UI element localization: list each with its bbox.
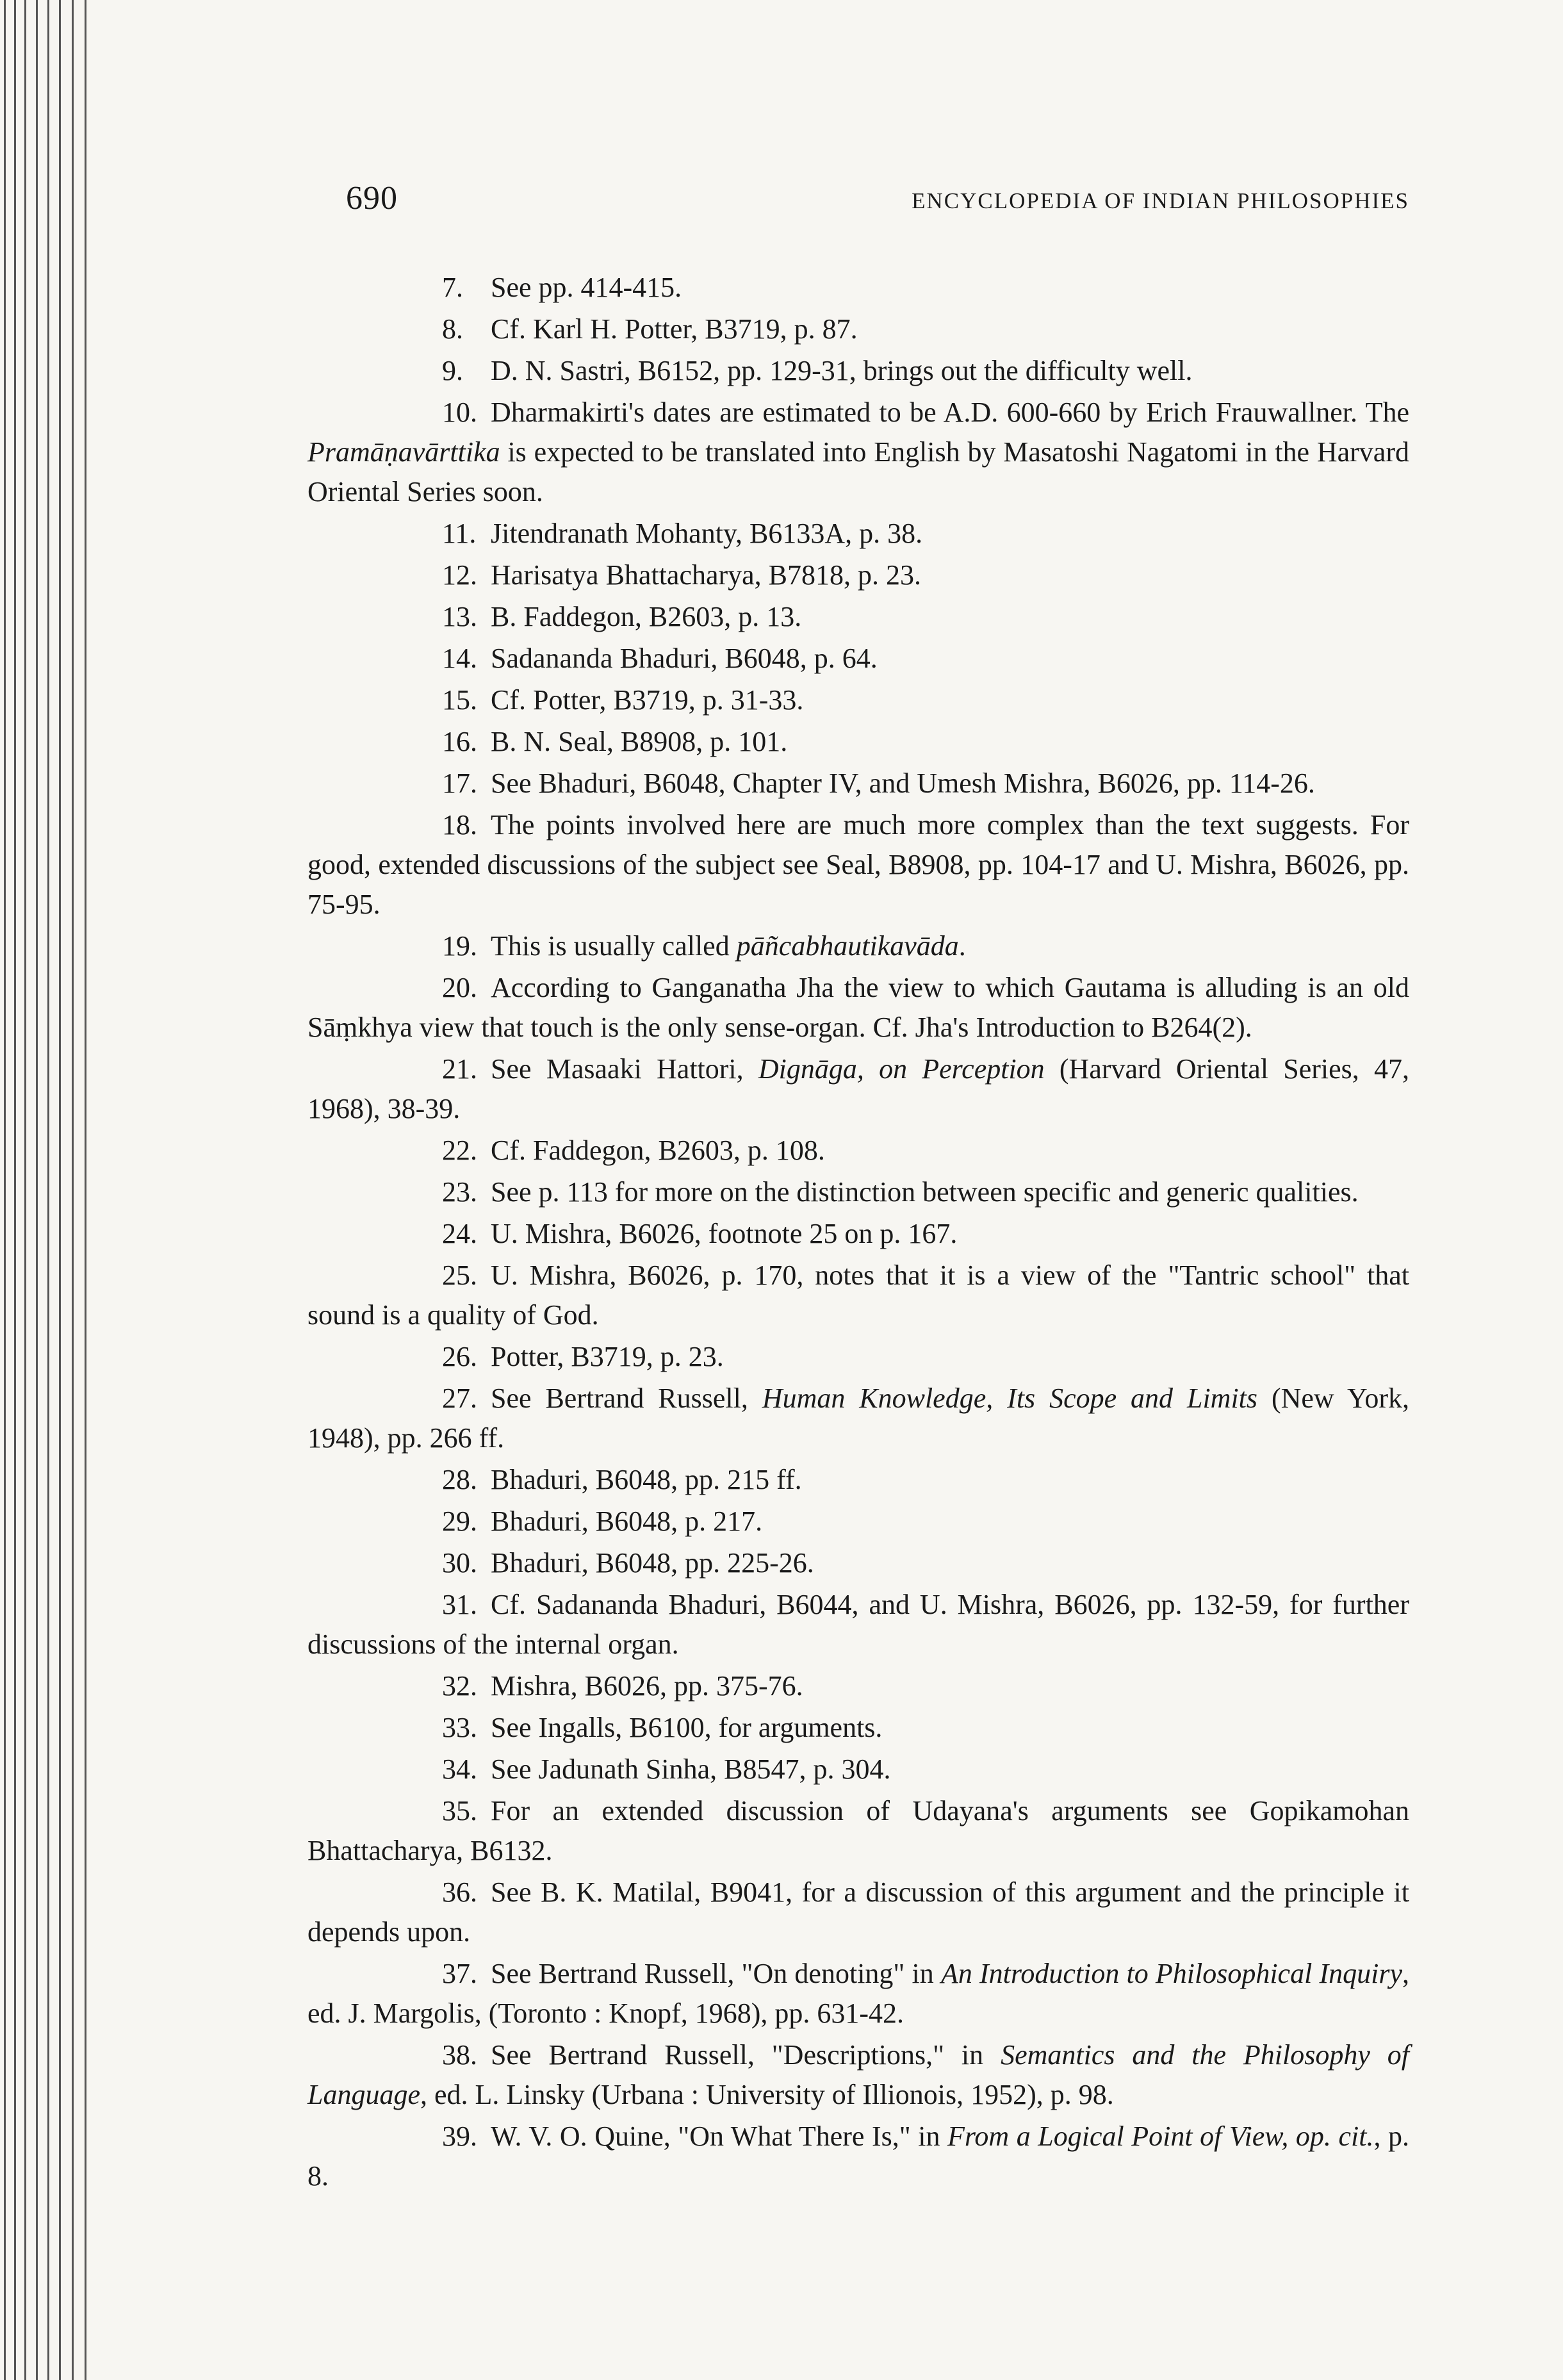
- note-text: Mishra, B6026, pp. 375-76.: [491, 1670, 803, 1702]
- note-number: 36.: [442, 1876, 477, 1908]
- note-31: [307, 1585, 1409, 1664]
- note-text: See Bhaduri, B6048, Chapter IV, and Umesh Mishra, B6026, pp. 114-26.: [491, 767, 1315, 799]
- note-italic-title: An Introduction to Philosophical Inquiry: [940, 1958, 1403, 1989]
- note-13: [307, 597, 1409, 637]
- note-14: [307, 639, 1409, 678]
- note-text: The points involved here are much more complex than the text suggests. For good, extended discussions of the subject see Seal, B8908, pp. 104-17 and U. Mishra, B6026, pp. 75-95.: [307, 809, 1409, 920]
- note-italic-title: pāñcabhautikavāda: [736, 930, 959, 962]
- note-34: [307, 1750, 1409, 1789]
- note-italic-title: Human Knowledge, Its Scope and Limits: [762, 1383, 1258, 1414]
- note-number: 14.: [442, 643, 477, 674]
- note-text-tail: is expected to be translated into English by Masatoshi Nagatomi in the Harvard Oriental Series soon.: [307, 436, 1409, 507]
- note-text: Bhaduri, B6048, p. 217.: [491, 1506, 763, 1537]
- note-10: [307, 393, 1409, 512]
- note-32: [307, 1666, 1409, 1706]
- note-number: 18.: [442, 809, 477, 841]
- note-number: 38.: [442, 2039, 477, 2071]
- note-number: 34.: [442, 1753, 477, 1785]
- note-text: Jitendranath Mohanty, B6133A, p. 38.: [491, 518, 923, 549]
- note-38: [307, 2035, 1409, 2115]
- note-18: [307, 805, 1409, 924]
- note-text: Harisatya Bhattacharya, B7818, p. 23.: [491, 559, 922, 591]
- note-text: B. N. Seal, B8908, p. 101.: [491, 726, 788, 757]
- book-binding-edge: [0, 0, 96, 2380]
- note-39: [307, 2117, 1409, 2196]
- note-text: According to Ganganatha Jha the view to which Gautama is alluding is an old Sāṃkhya view that touch is the only sense-organ. Cf. Jha's Introduction to B264(2).: [307, 972, 1409, 1043]
- note-text: Cf. Faddegon, B2603, p. 108.: [491, 1135, 825, 1166]
- note-number: 15.: [442, 684, 477, 716]
- note-number: 28.: [442, 1464, 477, 1495]
- note-text: See Bertrand Russell, "On denoting" in: [491, 1958, 941, 1989]
- note-text-tail: (New York, 1948), pp. 266 ff.: [307, 1383, 1409, 1454]
- note-text: D. N. Sastri, B6152, pp. 129-31, brings out the difficulty well.: [491, 355, 1193, 386]
- note-8: [307, 309, 1409, 349]
- note-number: 23.: [442, 1176, 477, 1208]
- note-7: [307, 268, 1409, 308]
- note-number: 27.: [442, 1383, 477, 1414]
- note-number: 33.: [442, 1712, 477, 1743]
- note-15: [307, 680, 1409, 720]
- note-27: [307, 1379, 1409, 1458]
- note-text: This is usually called: [491, 930, 737, 962]
- note-text-tail: , p. 8.: [307, 2121, 1410, 2192]
- note-text: Cf. Karl H. Potter, B3719, p. 87.: [491, 313, 858, 345]
- note-number: 25.: [442, 1260, 477, 1291]
- note-number: 11.: [442, 518, 477, 549]
- note-37: [307, 1954, 1409, 2033]
- note-text: Bhaduri, B6048, pp. 215 ff.: [491, 1464, 802, 1495]
- note-29: [307, 1502, 1409, 1541]
- note-text-tail: .: [958, 930, 966, 962]
- note-12: [307, 555, 1409, 595]
- note-30: [307, 1543, 1409, 1583]
- note-11: [307, 514, 1409, 554]
- note-19: [307, 926, 1409, 966]
- note-16: [307, 722, 1409, 762]
- note-number: 32.: [442, 1670, 477, 1702]
- note-number: 16.: [442, 726, 477, 757]
- note-number: 9.: [442, 355, 463, 386]
- note-number: 35.: [442, 1795, 477, 1826]
- note-text: U. Mishra, B6026, footnote 25 on p. 167.: [491, 1218, 958, 1249]
- note-number: 17.: [442, 767, 477, 799]
- note-italic-title: Semantics and the Philosophy of Language: [307, 2039, 1409, 2110]
- note-number: 29.: [442, 1506, 477, 1537]
- note-text: See Bertrand Russell,: [491, 1383, 762, 1414]
- note-number: 10.: [442, 397, 477, 428]
- note-text: Potter, B3719, p. 23.: [491, 1341, 724, 1372]
- note-number: 20.: [442, 972, 477, 1003]
- note-28: [307, 1460, 1409, 1500]
- note-text: Bhaduri, B6048, pp. 225-26.: [491, 1547, 814, 1579]
- note-number: 22.: [442, 1135, 477, 1166]
- note-20: [307, 968, 1409, 1047]
- note-italic-title: From a Logical Point of View, op. cit.: [947, 2121, 1374, 2152]
- note-italic-title: Dignāga, on Perception: [758, 1053, 1045, 1085]
- note-text: U. Mishra, B6026, p. 170, notes that it is a view of the "Tantric school" that sound is a quality of God.: [307, 1260, 1409, 1331]
- note-text: See Jadunath Sinha, B8547, p. 304.: [491, 1753, 891, 1785]
- note-text: See Ingalls, B6100, for arguments.: [491, 1712, 883, 1743]
- page-number: 690: [346, 180, 398, 217]
- note-text-tail: (Harvard Oriental Series, 47, 1968), 38-39.: [307, 1053, 1410, 1124]
- note-number: 8.: [442, 313, 463, 345]
- note-italic-title: Pramāṇavārttika: [307, 436, 500, 468]
- note-text: See Bertrand Russell, "Descriptions," in: [491, 2039, 1001, 2071]
- note-text: Cf. Potter, B3719, p. 31-33.: [491, 684, 804, 716]
- note-number: 24.: [442, 1218, 477, 1249]
- note-24: [307, 1214, 1409, 1254]
- note-number: 26.: [442, 1341, 477, 1372]
- note-17: [307, 764, 1409, 803]
- note-number: 21.: [442, 1053, 477, 1085]
- note-text: Dharmakirti's dates are estimated to be A.D. 600-660 by Erich Frauwallner. The: [491, 397, 1409, 428]
- note-33: [307, 1708, 1409, 1748]
- note-text: Sadananda Bhaduri, B6048, p. 64.: [491, 643, 878, 674]
- note-number: 39.: [442, 2121, 477, 2152]
- note-number: 31.: [442, 1589, 477, 1620]
- note-number: 19.: [442, 930, 477, 962]
- notes-list: [307, 268, 1409, 2196]
- note-26: [307, 1337, 1409, 1377]
- note-text: See Masaaki Hattori,: [491, 1053, 758, 1085]
- note-number: 12.: [442, 559, 477, 591]
- note-23: [307, 1172, 1409, 1212]
- running-title: ENCYCLOPEDIA OF INDIAN PHILOSOPHIES: [912, 188, 1409, 213]
- note-text: See B. K. Matilal, B9041, for a discussion of this argument and the principle it depends upon.: [307, 1876, 1409, 1948]
- page: [307, 179, 1409, 2196]
- note-text: For an extended discussion of Udayana's arguments see Gopikamohan Bhattacharya, B6132.: [307, 1795, 1409, 1866]
- note-35: [307, 1791, 1409, 1871]
- note-text: Cf. Sadananda Bhaduri, B6044, and U. Mishra, B6026, pp. 132-59, for further discussions of the internal organ.: [307, 1589, 1409, 1660]
- note-25: [307, 1256, 1409, 1335]
- running-head: [307, 179, 1409, 237]
- note-9: [307, 351, 1409, 391]
- note-text: See p. 113 for more on the distinction between specific and generic qualities.: [491, 1176, 1359, 1208]
- note-number: 13.: [442, 601, 477, 632]
- note-36: [307, 1873, 1409, 1952]
- note-text-tail: , ed. L. Linsky (Urbana : University of Illionois, 1952), p. 98.: [420, 2079, 1114, 2110]
- note-number: 37.: [442, 1958, 477, 1989]
- note-text: B. Faddegon, B2603, p. 13.: [491, 601, 802, 632]
- note-text: See pp. 414-415.: [491, 272, 682, 303]
- note-text-tail: , ed. J. Margolis, (Toronto : Knopf, 1968), pp. 631-42.: [307, 1958, 1410, 2029]
- note-text: W. V. O. Quine, "On What There Is," in: [491, 2121, 948, 2152]
- note-22: [307, 1131, 1409, 1170]
- note-number: 30.: [442, 1547, 477, 1579]
- note-number: 7.: [442, 272, 463, 303]
- note-21: [307, 1049, 1409, 1129]
